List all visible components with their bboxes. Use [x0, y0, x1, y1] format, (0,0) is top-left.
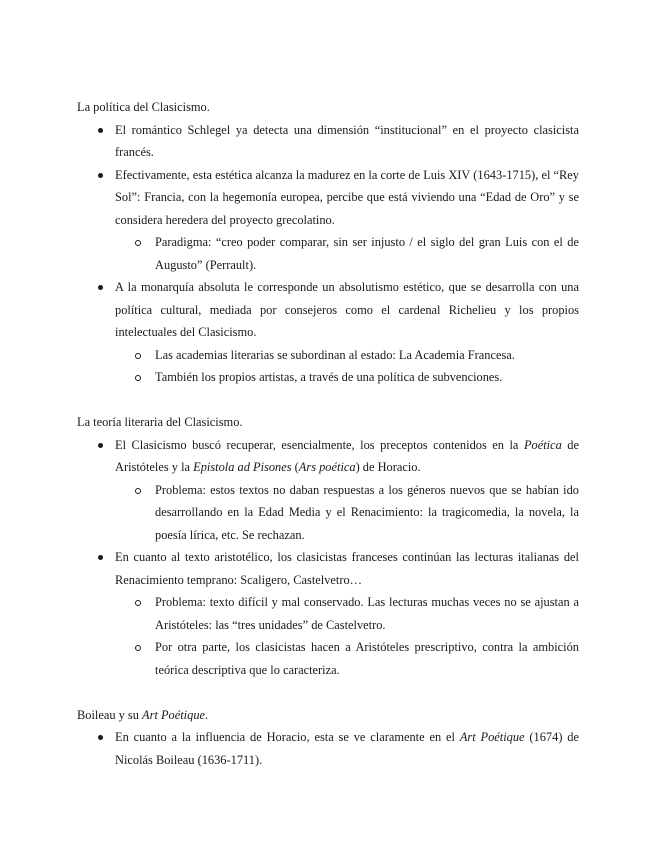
document-page [77, 96, 579, 771]
list-item-text-part: El Clasicismo buscó recuperar, esencialmente, los preceptos contenidos en la [115, 437, 524, 452]
sub-list-item-text: Por otra parte, los clasicistas hacen a Aristóteles prescriptivo, contra la ambición teórica descriptiva que lo caracteriza. [155, 640, 579, 677]
art-poetique-title: Art Poétique [142, 707, 206, 722]
list-item [77, 726, 579, 771]
sub-list-item-text: Las academias literarias se subordinan al estado: La Academia Francesa. [155, 347, 515, 362]
list-item-text-part: En cuanto a la influencia de Horacio, esta se ve claramente en el [115, 730, 460, 744]
poetica-title: Poética [523, 437, 562, 452]
epistola-title: Epistola ad Pisones [193, 460, 292, 474]
list-item [77, 119, 579, 164]
heading-part: Boileau y su [77, 707, 143, 722]
list-item-text: A la monarquía absoluta le corresponde un absolutismo estético, que se desarrolla con una política cultural, mediada por consejeros como el cardenal Richelieu y los propios intelectuales del Clasicismo. [115, 280, 579, 339]
section-heading-politica: La política del Clasicismo. [77, 100, 210, 114]
bullet-dot-icon [98, 128, 103, 133]
list-item [77, 546, 579, 591]
bullet-circle-icon [135, 240, 141, 246]
list-item-text: El romántico Schlegel ya detecta una dimensión “institucional” en el proyecto clasicista francés. [115, 122, 579, 159]
sub-list-item [77, 366, 579, 389]
section-heading-boileau [77, 704, 579, 727]
bullet-circle-icon [135, 375, 141, 381]
list-item-text: En cuanto al texto aristotélico, los clasicistas franceses continúan las lecturas italianas del Renacimiento temprano: Scaligero, Castelvetro… [115, 550, 579, 587]
sub-list-item-text: También los propios artistas, a través de una política de subvenciones. [155, 370, 503, 384]
sub-list-item [77, 591, 579, 636]
heading-part: . [205, 707, 209, 722]
bullet-list [77, 434, 579, 682]
bullet-dot-icon [98, 555, 103, 560]
bullet-dot-icon [98, 285, 103, 290]
sub-list-item-text: Problema: estos textos no daban respuestas a los géneros nuevos que se habían ido desarrollando en la Edad Media y el Renacimiento: la tragicomedia, la novela, la poesía lírica, etc. Se rechazan. [155, 482, 579, 542]
bullet-dot-icon [98, 443, 103, 448]
bullet-circle-icon [135, 600, 141, 606]
sub-list-item [77, 344, 579, 367]
bullet-dot-icon [98, 735, 103, 740]
sub-list-item [77, 636, 579, 681]
list-item [77, 276, 579, 344]
list-item-text-part: (1674) de Nicolás Boileau (1636-1711). [115, 730, 579, 767]
sub-list-item-text: Problema: texto difícil y mal conservado. Las lecturas muchas veces no se ajustan a Aristóteles: las “tres unidades” de Castelvetro. [155, 595, 579, 632]
bullet-dot-icon [98, 173, 103, 178]
art-poetique-title: Art Poétique [459, 730, 525, 744]
ars-poetica-title: Ars poética [298, 460, 356, 474]
list-item-text: Efectivamente, esta estética alcanza la madurez en la corte de Luis XIV (1643-1715), el “Rey Sol”: Francia, con la hegemonía europea, percibe que está viviendo una “Edad de Oro” y se considera heredera del proyecto grecolatino. [115, 167, 579, 227]
section-heading-teoria: La teoría literaria del Clasicismo. [77, 415, 243, 429]
sub-list-item-text: Paradigma: “creo poder comparar, sin ser injusto / el siglo del gran Luis con el de Augusto” (Perrault). [155, 235, 579, 272]
bullet-circle-icon [135, 645, 141, 651]
list-item-text-part: de Aristóteles y la [115, 437, 579, 474]
bullet-circle-icon [135, 353, 141, 359]
bullet-list [77, 726, 579, 771]
list-item-text-part: ) de Horacio. [355, 460, 421, 474]
sub-list-item [77, 231, 579, 276]
sub-list-item [77, 479, 579, 547]
bullet-circle-icon [135, 488, 141, 494]
bullet-list [77, 119, 579, 389]
list-item-text-part: ( [291, 460, 299, 474]
list-item [77, 434, 579, 479]
list-item [77, 164, 579, 232]
